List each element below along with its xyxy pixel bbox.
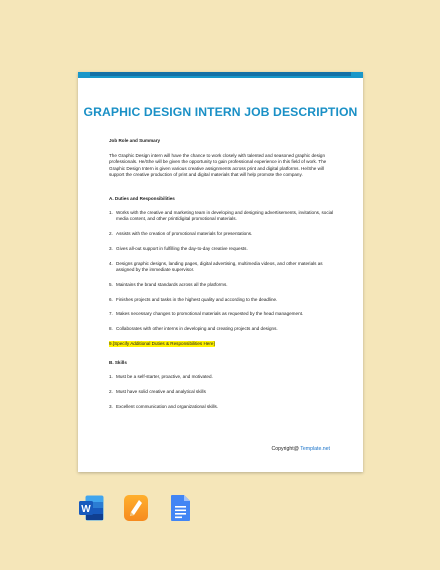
list-item-text: Must have solid creative and analytical skills — [116, 389, 206, 395]
list-item-text: Excellent communication and organizational skills. — [116, 404, 219, 409]
page-title: GRAPHIC DESIGN INTERN JOB DESCRIPTION — [83, 105, 358, 119]
list-item-number: 1. — [109, 210, 113, 216]
word-icon[interactable] — [78, 494, 104, 522]
document-page — [78, 72, 363, 472]
copyright-brand-link[interactable]: Template.net — [300, 446, 330, 452]
list-item-number: 1. — [109, 374, 113, 380]
list-item-text: Must be a self-starter, proactive, and motivated. — [116, 374, 213, 380]
google-docs-icon[interactable] — [168, 494, 194, 522]
role-summary-text: The Graphic Design intern will have the chance to work closely with talented and seasoned graphic design professionals. He/She will be given the opportunity to gain professional experience in this field of work. The Graphic Design Intern is given various creative assignments across print and digital platforms. He/She will support the creative production of print and digital materials that will help promote the company. — [109, 153, 327, 177]
list-item-number: 3. — [109, 404, 113, 409]
list-item — [109, 231, 335, 237]
list-item — [109, 389, 335, 395]
list-item-text: Designs graphic designs, landing pages, digital advertising, multimedia videos, and other materials as assigned by the immediate supervisor. — [116, 260, 323, 273]
page-top-bar-accent — [90, 72, 351, 76]
list-item-number: 6. — [109, 296, 113, 302]
placeholder-highlight[interactable]: [Specify Additional Duties & Responsibilities Here] — [112, 341, 215, 346]
list-item — [109, 282, 335, 288]
list-item-number: 5. — [109, 281, 113, 287]
list-item-number: 2. — [109, 389, 113, 395]
list-item-text: Finishes projects and tasks in the highest quality and according to the deadline. — [116, 296, 278, 302]
list-item — [109, 404, 335, 410]
copyright-notice — [271, 446, 330, 452]
list-item — [109, 246, 335, 252]
list-item-number: 2. — [109, 231, 113, 237]
list-item — [109, 311, 335, 317]
list-item-text: Gives all-out support in fulfilling the day-to-day creative requests. — [116, 246, 248, 252]
duties-list — [109, 210, 335, 347]
list-item — [109, 297, 335, 303]
list-item-text: Maintains the brand standards across all the platforms. — [116, 281, 228, 287]
list-item-number: 9. — [109, 341, 113, 346]
app-icon-row — [78, 494, 194, 524]
list-item — [109, 210, 335, 222]
list-item-number: 7. — [109, 311, 113, 317]
role-summary-heading: Job Role and Summary — [109, 138, 161, 143]
document-body — [109, 138, 335, 410]
list-item-highlighted[interactable] — [109, 341, 335, 347]
list-item — [109, 326, 335, 332]
list-item-text: Collaborates with other interns in developing and creating projects and designs. — [116, 326, 278, 332]
pages-icon[interactable] — [123, 494, 149, 522]
list-item-text: Makes necessary changes to promotional materials as requested by the head management. — [116, 311, 304, 317]
copyright-label: Copyright@ — [271, 446, 299, 452]
list-item-number: 3. — [109, 246, 113, 252]
duties-heading: A. Duties and Responsibilities — [109, 196, 175, 202]
list-item-number: 8. — [109, 326, 113, 332]
svg-text:W: W — [81, 504, 91, 515]
list-item-number: 4. — [109, 260, 113, 266]
list-item-text: Works with the creative and marketing team in developing and designing advertisements, invitations, social media content, and other print/digital promotional materials. — [116, 210, 334, 222]
list-item — [109, 261, 335, 273]
skills-list — [109, 374, 335, 410]
list-item-text: Assists with the creation of promotional materials for presentations. — [116, 231, 253, 237]
list-item — [109, 374, 335, 380]
skills-heading: B. Skills — [109, 360, 127, 366]
